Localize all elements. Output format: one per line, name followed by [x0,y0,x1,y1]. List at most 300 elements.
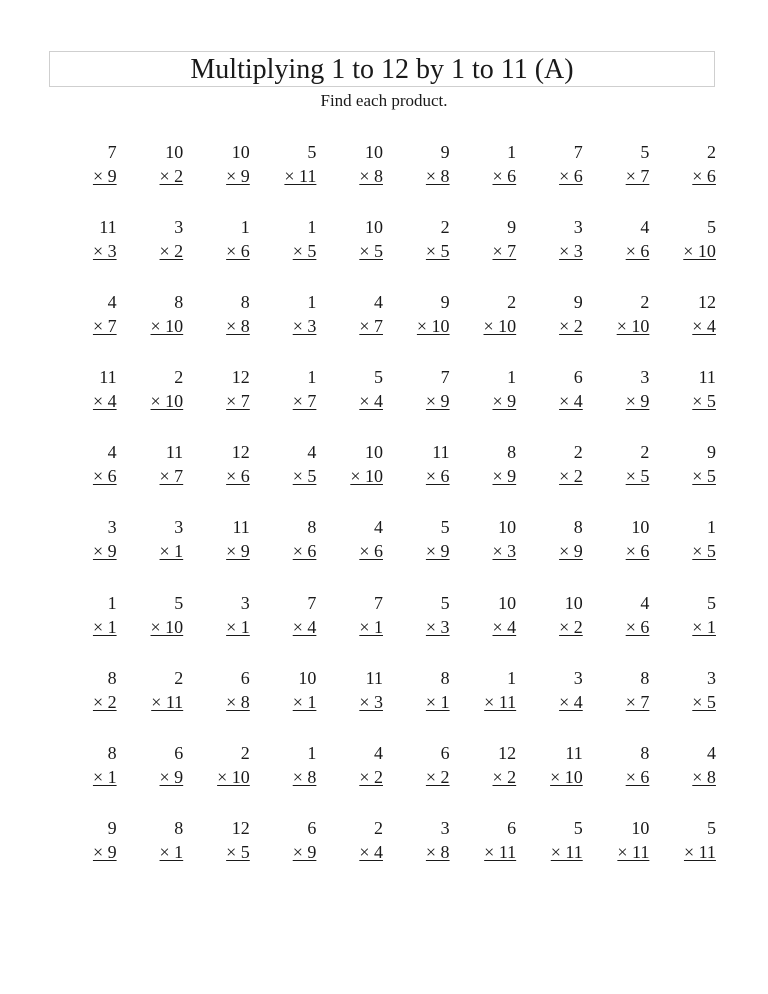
problem [183,515,250,590]
problem [450,666,517,741]
problem-grid [50,140,730,891]
multiplier: × 2 [425,766,450,787]
multiplier: × 9 [425,541,450,562]
multiplicand: 7 [307,592,317,613]
problem [583,666,650,741]
problem [117,591,184,666]
problem [450,140,517,215]
multiplicand: 11 [99,217,117,238]
multiplicand: 1 [507,142,517,162]
problem [183,215,250,290]
multiplier: × 10 [416,316,450,337]
problem-row [50,591,730,666]
problem [50,365,117,440]
problem [649,816,716,891]
multiplicand: 10 [564,592,583,613]
problem [583,365,650,440]
multiplier: × 9 [625,391,650,412]
multiplier: × 6 [625,616,650,637]
problem [383,515,450,590]
problem [117,140,184,215]
multiplicand: 10 [364,442,383,463]
multiplicand: 5 [706,592,716,613]
multiplicand: 2 [373,817,383,838]
problem [583,290,650,365]
multiplier: × 7 [226,391,250,412]
problem-row [50,741,730,816]
problem [516,215,583,290]
problem [50,515,117,590]
multiplicand: 3 [573,217,583,238]
multiplier: × 9 [159,766,184,787]
multiplier: × 1 [226,616,250,637]
multiplicand: 8 [307,517,317,538]
multiplicand: 5 [573,817,583,838]
problem [383,365,450,440]
multiplier: × 8 [359,166,383,186]
problem-row [50,290,730,365]
multiplicand: 9 [507,217,517,238]
multiplicand: 8 [573,517,583,538]
multiplicand: 12 [498,742,517,763]
problem [250,365,317,440]
multiplicand: 10 [298,667,317,688]
problem [383,666,450,741]
multiplicand: 4 [640,217,650,238]
multiplicand: 1 [240,217,250,238]
multiplicand: 2 [240,742,250,763]
multiplier: × 9 [92,541,117,562]
multiplicand: 8 [507,442,517,463]
multiplicand: 9 [440,292,450,313]
multiplicand: 11 [99,367,117,388]
problem [383,440,450,515]
multiplier: × 1 [692,616,716,637]
multiplicand: 1 [706,517,716,538]
problem [316,741,383,816]
problem [250,666,317,741]
multiplicand: 2 [174,667,184,688]
multiplier: × 11 [484,841,517,862]
multiplicand: 8 [240,292,250,313]
multiplicand: 5 [706,817,716,838]
multiplier: × 5 [692,541,716,562]
multiplier: × 1 [425,691,450,712]
problem [117,290,184,365]
multiplier: × 3 [559,241,583,262]
multiplicand: 11 [232,517,250,538]
problem [117,741,184,816]
multiplicand: 3 [640,367,650,388]
multiplier: × 7 [292,391,317,412]
multiplier: × 5 [692,691,716,712]
problem [183,140,250,215]
multiplicand: 9 [107,817,117,838]
multiplier: × 6 [625,541,650,562]
multiplicand: 1 [307,367,317,388]
multiplier: × 10 [616,316,650,337]
problem [383,816,450,891]
multiplier: × 2 [359,766,383,787]
multiplicand: 8 [174,292,184,313]
multiplier: × 2 [559,316,583,337]
multiplier: × 11 [617,841,650,862]
multiplier: × 6 [425,466,450,487]
multiplier: × 10 [150,616,184,637]
problem [450,365,517,440]
multiplier: × 4 [559,391,583,412]
problem [383,215,450,290]
multiplier: × 3 [492,541,517,562]
problem [516,591,583,666]
multiplicand: 4 [373,742,383,763]
multiplier: × 9 [226,166,250,186]
multiplicand: 10 [364,142,383,162]
multiplicand: 11 [565,742,583,763]
problem [316,440,383,515]
multiplicand: 5 [440,517,450,538]
multiplier: × 6 [292,541,317,562]
multiplicand: 1 [507,367,517,388]
worksheet-title: Multiplying 1 to 12 by 1 to 11 (A) [49,51,715,87]
multiplier: × 2 [492,766,517,787]
multiplier: × 5 [425,241,450,262]
problem [516,666,583,741]
multiplier: × 6 [226,241,250,262]
multiplicand: 12 [231,817,250,838]
problem [250,215,317,290]
problem [250,591,317,666]
multiplier: × 4 [492,616,517,637]
multiplicand: 11 [165,442,184,463]
multiplicand: 10 [165,142,184,162]
problem [583,440,650,515]
problem-row [50,666,730,741]
multiplier: × 8 [292,766,317,787]
multiplicand: 6 [307,817,317,838]
problem-row [50,515,730,590]
multiplicand: 7 [440,367,450,388]
problem [450,741,517,816]
multiplicand: 2 [706,142,716,162]
problem-row [50,365,730,440]
multiplicand: 3 [573,667,583,688]
multiplicand: 1 [107,592,117,613]
multiplier: × 9 [492,466,517,487]
multiplier: × 5 [292,466,317,487]
multiplier: × 4 [292,616,317,637]
instructions: Find each product. [320,91,448,110]
multiplier: × 2 [559,466,583,487]
problem [450,290,517,365]
problem [583,591,650,666]
problem [649,290,716,365]
multiplicand: 7 [573,142,583,162]
multiplicand: 1 [307,292,317,313]
multiplicand: 4 [640,592,650,613]
problem [649,140,716,215]
problem [316,140,383,215]
problem [50,215,117,290]
multiplicand: 8 [640,742,650,763]
problem [250,290,317,365]
problem [450,440,517,515]
multiplier: × 2 [559,616,583,637]
multiplicand: 2 [507,292,517,313]
multiplier: × 9 [292,841,317,862]
multiplier: × 5 [292,241,317,262]
problem [183,741,250,816]
multiplicand: 10 [498,592,517,613]
problem [117,816,184,891]
problem [250,741,317,816]
problem [50,741,117,816]
multiplicand: 10 [231,142,250,162]
problem [450,515,517,590]
problem [316,290,383,365]
multiplier: × 3 [292,316,317,337]
multiplicand: 8 [440,667,450,688]
problem [50,440,117,515]
multiplicand: 6 [507,817,517,838]
multiplicand: 9 [573,292,583,313]
multiplier: × 4 [92,391,117,412]
problem [516,741,583,816]
multiplicand: 11 [698,367,716,388]
multiplier: × 10 [150,316,184,337]
multiplicand: 6 [240,667,250,688]
multiplicand: 2 [440,217,450,238]
multiplier: × 6 [692,166,716,186]
multiplier: × 5 [625,466,650,487]
problem [450,816,517,891]
problem [516,816,583,891]
multiplicand: 5 [706,217,716,238]
problem [50,591,117,666]
multiplicand: 12 [231,442,250,463]
problem [117,666,184,741]
multiplier: × 5 [692,466,716,487]
problem [183,290,250,365]
problem [50,816,117,891]
problem [583,140,650,215]
multiplier: × 6 [226,466,250,487]
multiplier: × 10 [550,766,583,787]
problem [183,816,250,891]
multiplier: × 8 [692,766,716,787]
multiplier: × 6 [625,766,650,787]
multiplier: × 11 [284,166,317,186]
multiplicand: 8 [107,742,117,763]
problem [516,140,583,215]
problem [516,290,583,365]
multiplier: × 5 [359,241,383,262]
multiplicand: 1 [307,217,317,238]
multiplier: × 1 [159,841,184,862]
multiplier: × 6 [492,166,517,186]
problem [117,365,184,440]
multiplier: × 11 [151,691,184,712]
problem [649,591,716,666]
multiplicand: 7 [373,592,383,613]
multiplicand: 10 [364,217,383,238]
multiplicand: 5 [640,142,650,162]
problem [516,440,583,515]
problem [183,365,250,440]
multiplier: × 2 [92,691,117,712]
multiplier: × 9 [425,391,450,412]
multiplicand: 7 [107,142,117,162]
problem [516,365,583,440]
multiplier: × 10 [350,466,383,487]
multiplier: × 9 [226,541,250,562]
problem [649,440,716,515]
multiplier: × 9 [92,841,117,862]
multiplier: × 4 [559,691,583,712]
multiplicand: 1 [507,667,517,688]
problem [316,215,383,290]
multiplicand: 10 [631,517,650,538]
problem [649,515,716,590]
multiplicand: 5 [373,367,383,388]
problem [316,666,383,741]
multiplicand: 10 [631,817,650,838]
multiplicand: 9 [440,142,450,162]
multiplier: × 6 [92,466,117,487]
multiplicand: 11 [432,442,450,463]
multiplicand: 4 [107,442,117,463]
problem [649,215,716,290]
multiplier: × 10 [483,316,517,337]
multiplier: × 4 [359,391,383,412]
multiplicand: 3 [174,517,184,538]
problem [583,741,650,816]
multiplicand: 2 [640,442,650,463]
multiplier: × 9 [92,166,117,186]
multiplicand: 3 [240,592,250,613]
multiplicand: 4 [373,292,383,313]
multiplier: × 3 [359,691,383,712]
multiplicand: 2 [573,442,583,463]
multiplicand: 8 [107,667,117,688]
multiplier: × 8 [425,166,450,186]
problem [117,440,184,515]
problem-row [50,816,730,891]
problem [583,515,650,590]
multiplier: × 6 [359,541,383,562]
multiplier: × 8 [226,691,250,712]
multiplicand: 4 [373,517,383,538]
problem [183,666,250,741]
multiplier: × 10 [683,241,716,262]
multiplier: × 4 [359,841,383,862]
multiplicand: 12 [697,292,716,313]
problem [516,515,583,590]
problem [316,816,383,891]
multiplicand: 8 [174,817,184,838]
problem [649,666,716,741]
problem [383,290,450,365]
multiplier: × 6 [625,241,650,262]
multiplier: × 1 [92,616,117,637]
multiplier: × 6 [559,166,583,186]
multiplier: × 3 [425,616,450,637]
problem [183,440,250,515]
problem-row [50,440,730,515]
problem [450,215,517,290]
multiplier: × 2 [159,166,184,186]
multiplier: × 11 [683,841,716,862]
multiplier: × 7 [625,691,650,712]
multiplicand: 3 [440,817,450,838]
problem [50,290,117,365]
multiplier: × 8 [425,841,450,862]
problem [649,741,716,816]
problem [117,515,184,590]
problem [316,515,383,590]
problem [383,140,450,215]
problem [50,666,117,741]
multiplicand: 3 [107,517,117,538]
multiplier: × 1 [359,616,383,637]
multiplier: × 7 [492,241,517,262]
multiplicand: 3 [174,217,184,238]
problem [649,365,716,440]
multiplicand: 1 [307,742,317,763]
multiplicand: 4 [706,742,716,763]
multiplicand: 5 [440,592,450,613]
problem [250,816,317,891]
multiplier: × 1 [92,766,117,787]
multiplicand: 12 [231,367,250,388]
problem [583,215,650,290]
multiplicand: 2 [174,367,184,388]
multiplier: × 11 [484,691,517,712]
multiplicand: 2 [640,292,650,313]
multiplier: × 3 [92,241,117,262]
multiplicand: 10 [498,517,517,538]
multiplier: × 7 [359,316,383,337]
problem [183,591,250,666]
multiplicand: 6 [174,742,184,763]
multiplicand: 4 [107,292,117,313]
multiplier: × 7 [92,316,117,337]
problem [50,140,117,215]
multiplier: × 4 [692,316,716,337]
multiplier: × 5 [692,391,716,412]
problem [383,741,450,816]
multiplier: × 1 [159,541,184,562]
multiplicand: 3 [706,667,716,688]
problem [316,591,383,666]
problem [316,365,383,440]
multiplier: × 2 [159,241,184,262]
problem [383,591,450,666]
problem-row [50,140,730,215]
multiplier: × 10 [217,766,250,787]
multiplier: × 1 [292,691,317,712]
problem-row [50,215,730,290]
problem [583,816,650,891]
multiplicand: 5 [307,142,317,162]
multiplicand: 9 [706,442,716,463]
multiplier: × 7 [159,466,184,487]
multiplier: × 10 [150,391,184,412]
multiplicand: 5 [174,592,184,613]
multiplier: × 9 [492,391,517,412]
multiplicand: 6 [440,742,450,763]
multiplier: × 7 [625,166,650,186]
